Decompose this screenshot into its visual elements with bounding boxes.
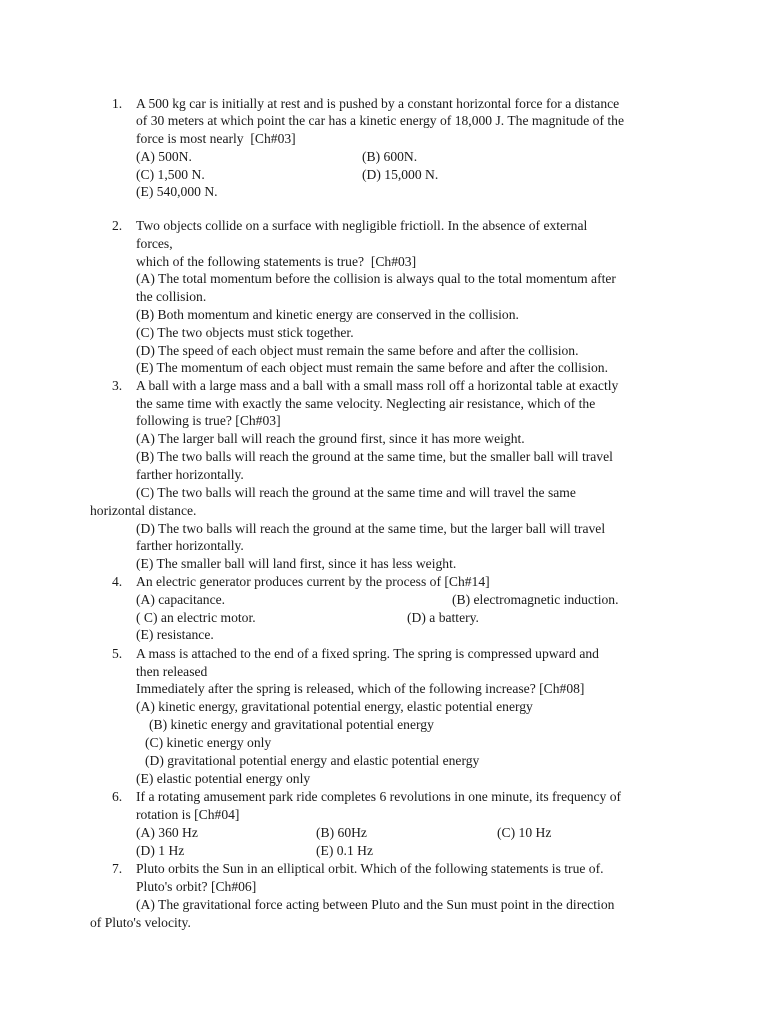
- question-number: 4.: [112, 574, 123, 589]
- option-e: (E) 0.1 Hz: [316, 843, 373, 858]
- option-d-continued: farther horizontally.: [136, 538, 244, 553]
- question-text-line: Two objects collide on a surface with negligible frictioll. In the absence of external: [136, 218, 588, 233]
- question-text-line: A 500 kg car is initially at rest and is pushed by a constant horizontal force for a distance: [136, 96, 620, 111]
- option-d: (D) The speed of each object must remain the same before and after the collision.: [136, 343, 579, 358]
- question-number: 3.: [112, 378, 123, 393]
- question-text-line: of 30 meters at which point the car has a kinetic energy of 18,000 J. The magnitude of the: [136, 113, 624, 128]
- question-text-line: A ball with a large mass and a ball with a small mass roll off a horizontal table at exactly: [136, 378, 619, 393]
- option-e: (E) 540,000 N.: [136, 184, 218, 199]
- option-a: (A) The gravitational force acting between Pluto and the Sun must point in the direction: [136, 897, 615, 912]
- option-d: (D) 1 Hz: [136, 843, 185, 858]
- option-e: (E) elastic potential energy only: [136, 771, 311, 786]
- option-e: (E) resistance.: [136, 627, 214, 642]
- question-text-line: rotation is [Ch#04]: [136, 807, 240, 822]
- option-d: (D) The two balls will reach the ground at the same time, but the larger ball will travel: [136, 521, 606, 536]
- question-number: 7.: [112, 861, 123, 876]
- option-d: (D) a battery.: [407, 610, 479, 625]
- option-e: (E) The momentum of each object must remain the same before and after the collision.: [136, 360, 608, 375]
- option-d: (D) gravitational potential energy and elastic potential energy: [145, 753, 480, 768]
- option-b: (B) kinetic energy and gravitational potential energy: [149, 717, 434, 732]
- option-a: (A) The total momentum before the collision is always qual to the total momentum after: [136, 271, 616, 286]
- option-c: (C) The two objects must stick together.: [136, 325, 354, 340]
- question-text-line: Pluto's orbit? [Ch#06]: [136, 879, 257, 894]
- option-b: (B) 600N.: [362, 149, 418, 164]
- option-a: (A) The larger ball will reach the ground first, since it has more weight.: [136, 431, 525, 446]
- question-text-line: Immediately after the spring is released, which of the following increase? [Ch#08]: [136, 681, 585, 696]
- option-d: (D) 15,000 N.: [362, 167, 439, 182]
- option-a: (A) 360 Hz: [136, 825, 198, 840]
- question-text-line: following is true? [Ch#03]: [136, 413, 281, 428]
- option-c: (C) The two balls will reach the ground at the same time and will travel the same: [136, 485, 576, 500]
- question-text-line: Pluto orbits the Sun in an elliptical orbit. Which of the following statements is true of.: [136, 861, 604, 876]
- option-c: (C) 1,500 N.: [136, 167, 205, 182]
- option-a-continued: of Pluto's velocity.: [90, 915, 191, 930]
- question-number: 5.: [112, 646, 123, 661]
- question-text-line: which of the following statements is true? [Ch#03]: [136, 254, 417, 269]
- option-a: (A) 500N.: [136, 149, 192, 164]
- question-number: 6.: [112, 789, 123, 804]
- option-b: (B) 60Hz: [316, 825, 367, 840]
- question-number: 1.: [112, 96, 123, 111]
- option-c: (C) 10 Hz: [497, 825, 552, 840]
- option-b: (B) The two balls will reach the ground at the same time, but the smaller ball will travel: [136, 449, 613, 464]
- question-text-line: A mass is attached to the end of a fixed spring. The spring is compressed upward and: [136, 646, 599, 661]
- question-number: 2.: [112, 218, 123, 233]
- option-b-continued: farther horizontally.: [136, 467, 244, 482]
- option-b: (B) electromagnetic induction.: [452, 592, 619, 607]
- question-text-line: force is most nearly [Ch#03]: [136, 131, 296, 146]
- question-text-line: then released: [136, 664, 208, 679]
- option-b: (B) Both momentum and kinetic energy are conserved in the collision.: [136, 307, 519, 322]
- option-a: (A) capacitance.: [136, 592, 226, 607]
- option-c: (C) kinetic energy only: [145, 735, 272, 750]
- question-text-line: If a rotating amusement park ride completes 6 revolutions in one minute, its frequency of: [136, 789, 622, 804]
- option-a-continued: the collision.: [136, 289, 207, 304]
- question-text-line: forces,: [136, 236, 173, 251]
- option-a: (A) kinetic energy, gravitational potential energy, elastic potential energy: [136, 699, 533, 714]
- option-e: (E) The smaller ball will land first, since it has less weight.: [136, 556, 457, 571]
- question-text-line: An electric generator produces current by the process of [Ch#14]: [136, 574, 490, 589]
- option-c-continued: horizontal distance.: [90, 503, 197, 518]
- question-text-line: the same time with exactly the same velocity. Neglecting air resistance, which of the: [136, 396, 596, 411]
- option-c: ( C) an electric motor.: [136, 610, 256, 625]
